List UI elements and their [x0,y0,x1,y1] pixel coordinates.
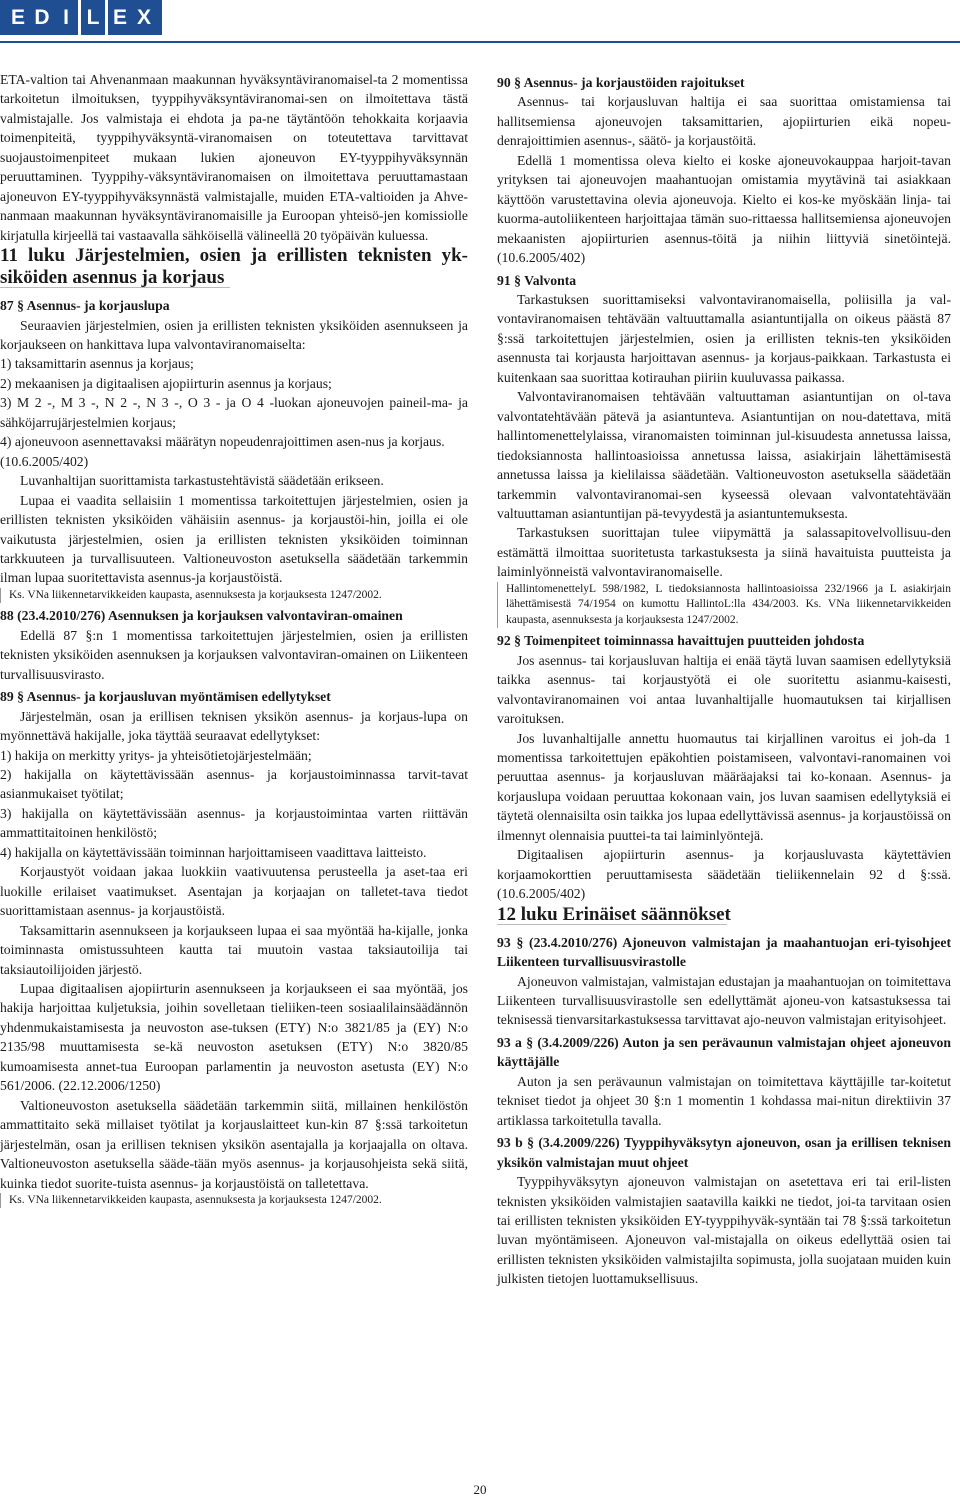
right-column [497,70,951,1289]
section-heading: 88 (23.4.2010/276) Asennuksen ja korjauksen valvontaviran-omainen [0,608,403,624]
section-heading: 90 § Asennus- ja korjaustöiden rajoitukset [497,75,745,90]
paragraph: Asennus- tai korjausluvan haltija ei saa suorittaa omistamiensa tai hallitsemiensa ajoneuvojen taksamittarien, ajopiirturien eikä nopeu-denrajoittimien asennus-, säätö- ja korjaustöitä. [497,94,951,149]
paragraph: Lupaa ei vaadita sellaisiin 1 momentissa tarkoitettujen järjestelmien, osien ja erillisten teknisten yksiköiden vähäisiin asennus- ja korjaustöi-hin, joilla ei ole vaikutusta järjestelmien, osien ja erillisten teknisten yksiköiden toiminnan tarkkuuteen ja turvallisuuteen. Valtioneuvoston asetuksella säädetään tarkemmin ilman lupaa suoritettavista asennus-ja korjaustöistä. [0,492,468,586]
paragraph: Seuraavien järjestelmien, osien ja erillisten teknisten yksiköiden asennukseen ja korjaukseen on hankittava lupa valvontaviranomaiselta: [0,317,468,352]
chapter-heading: 12 luku Erinäiset säännökset [497,903,731,925]
paragraph: Valtioneuvoston asetuksella säädetään tarkemmin siitä, millainen henkilöstön ammattitaito sekä millaiset työtilat ja korjauslaitteet kun-kin 87 §:ssä tarkoitetun järjestelmän, osan ja erillisen teknisen yksikön asentajalla ja korjaajalla on oltava. Valtioneuvoston asetuksella sääde-tään myös asennus- ja korjausohjeista sekä siitä, kuinka tiedot suorite-tuista asennus- ja korjaustöistä on talletettava. [0,1097,468,1191]
paragraph: Luvanhaltijan suorittamista tarkastustehtävistä säädetään erikseen. [20,473,384,489]
paragraph: 3) M 2 -, M 3 -, N 2 -, N 3 -, O 3 - ja O 4 -luokan ajoneuvojen paineil-ma- ja sähköjarrujärjestelmien korjaus; [0,395,468,430]
chapter-heading: 11 luku Järjestelmien, osien ja erillisten teknisten yk-siköiden asennus ja korjaus [0,245,468,289]
paragraph: Auton ja sen perävaunun valmistajan on toimitettava käyttäjille tar-koitetut tekniset tiedot ja ohjeet 30 §:n 1 momentin 1 kohdassa mai-nitun direktiivin 37 artiklassa tarkoitetulla tavalla. [497,1073,951,1128]
paragraph: ETA-valtion tai Ahvenanmaan maakunnan hyväksyntäviranomaisel-ta 2 momentissa tarkoitetun ilmoituksen, tyyppihyväksyntäviranomai-sen on ilmoitettava tästä valmistajalle. Jos valmistaja ei ehdota ja pa-ne täytäntöön tehokkaita korjaavia toimenpiteitä, tyyppihyväksyntä-viranomaisen on toteutettava tarvittavat suojaustoimenpiteet mukaan lukien ajoneuvon EY-tyyppihyväksynnän peruuttaminen. Tyyppihy-väksyntäviranomaisen on ilmoitettava peruuttamastaan ajoneuvon EY-tyyppihyväksynnästä valmistajalle, muiden ETA-valtioiden ja Ahve-nanmaan maakunnan hyväksyntäviranomaisille ja Euroopan yhteisö-jen komissiolle kirjatulla kirjeellä tai vastaavalla sähköisellä välineellä 20 työpäivän kuluessa. [0,72,468,243]
logo-letter: E [10,5,25,29]
paragraph: Lupaa digitaalisen ajopiirturin asennukseen ja korjaukseen ei saa myöntää, jos hakija harjoittaa kuljetuksia, joihin sovelletaan tieliiken-teen sosiaalilainsäädännön yhdenmukaistamisesta ja neuvoston ase-tuksen (ETY) N:o 3821/85 ja (EY) N:o 2135/98 muuttamisesta se-kä neuvoston asetuksen (ETY) N:o 3820/85 kumoamisesta annet-tua Euroopan parlamentin ja neuvoston asetusta (EY) N:o 561/2006. (22.12.2006/1250) [0,980,468,1094]
paragraph: Taksamittarin asennukseen ja korjaukseen lupaa ei saa myöntää ha-kijalle, jonka toiminnasta omistussuhteen kautta tai muutoin vastaa taksiautoilija tai taksiautoilijoiden järjestö. [0,922,468,977]
logo-letter: L [86,5,100,29]
section-heading: 92 § Toimenpiteet toiminnassa havaittujen puutteiden johdosta [497,633,865,649]
header-rule [0,41,960,43]
reference-note: HallintomenettelyL 598/1982, L tiedoksiannosta hallintoasioissa 232/1966 ja L asiakirjain lähettämisestä 74/1954 on kumottu HallintoL:lla 434/2003. Ks. VNa liikennetarvikkeiden kaupasta, asennuksesta ja korjauksesta 1247/2002. [497,582,951,629]
paragraph: Digitaalisen ajopiirturin asennus- ja korjausluvasta käytettävien korjaamokorttien peruuttamisesta säädetään tieliikennelain 92 d §:ssä. (10.6.2005/402) [497,847,951,902]
section-heading: 93 a § (3.4.2009/226) Auton ja sen perävaunun valmistajan ohjeet ajoneuvon käyttäjälle [497,1034,951,1070]
paragraph: 4) hakijalla on käytettävissään toiminnan harjoittamiseen vaadittava laitteisto. [0,844,427,860]
paragraph: 4) ajoneuvoon asennettavaksi määrätyn nopeudenrajoittimen asen-nus ja korjaus. [0,434,445,450]
paragraph: 1) hakija on merkitty yritys- ja yhteisötietojärjestelmään; [0,747,312,763]
logo-pad [156,0,162,35]
paragraph: Korjaustyöt voidaan jakaa luokkiin vaativuutensa perusteella ja aset-taa eri luokille erilaiset vaatimukset. Asentajan ja korjaajan on talletet-tava tiedot suorittamistaan asennus- ja korjaustöistä. [0,864,468,919]
section-heading: 93 § (23.4.2010/276) Ajoneuvon valmistajan ja maahantuojan eri-tyisohjeet Liikenteen turvallisuusvirastolle [497,934,951,970]
paragraph: Tarkastuksen suorittamiseksi valvontaviranomaisella, poliisilla ja val-vontaviranomaisen tehtävään valtuuttamalla asiantuntijalla on oikeus päästä 87 §:ssä tarkoitettujen järjestelmien, osien ja erillisten teknis-ten yksiköiden asennusta tai korjausta harjoittavan asennus- ja korjaus-paikkaan. Tarkastusta ei kuitenkaan saa suorittaa kotirauhan piiriin kuuluvassa paikassa. [497,291,951,385]
paragraph: 3) hakijalla on käytettävissään asennus- ja korjaustoimintaa varten riittävän ammattitaitoinen henkilöstö; [0,805,468,841]
paragraph: 2) mekaanisen ja digitaalisen ajopiirturin asennus ja korjaus; [0,375,332,391]
logo-letter: I [63,5,69,29]
section-heading: 91 § Valvonta [497,272,577,288]
paragraph: 1) taksamittarin asennus ja korjaus; [0,356,194,372]
section-heading: 87 § Asennus- ja korjauslupa [0,298,170,314]
left-column [0,70,468,1208]
paragraph: Valvontaviranomaisen tehtävään valtuuttaman asiantuntijan on ol-tava valvontatehtävään pätevä ja asiantunteva. Asiantuntijan on nou-datettava, mitä hallintomenettelylaissa, viranomaisten toiminnan jul-kisuudesta annetussa laissa, tiedoksiannosta hallintoasioissa annetussa laissa, asiakirjain lähettämisestä annetussa laissa ja kielilaissa säädetään. Valtioneuvoston asetuksella säädetään tarkemmin valvontaviranomai-sen kyseessä olevaan valvontatehtävään valtuuttaman asiantuntijan pä-tevyydestä ja asiantuntemuksesta. [497,389,951,521]
paragraph: Jos luvanhaltijalle annettu huomautus tai kirjallinen varoitus ei joh-da 1 momentissa tarkoitettujen epäkohtien poistamiseen, valvontavi-ranomainen voi peruuttaa asennus- ja korjausluvan määräajaksi tai ko-konaan. Asennus- ja korjauslupa voidaan peruuttaa kokonaan vain, jos luvan saamisen edellytyksiä ei täytetä olennaisilta osin taikka jos lupaa edellyttävissä asennus- ja korjaustöissä on ilmennyt olennaisia puuttei-ta tai laiminlyöntejä. [497,730,951,843]
paragraph: Edellä 87 §:n 1 momentissa tarkoitettujen järjestelmien, osien ja erillisten teknisten yksiköiden asennuksen ja korjauksen valvontaviran-omainen on Liikenteen turvallisuusvirasto. [0,627,468,682]
paragraph: Tyyppihyväksytyn ajoneuvon valmistajan on asetettava eri tai eril-listen teknisten yksiköiden valmistajien saatavilla kaikki ne tiedot, joi-ta tarvitaan osien tai erillisten teknisten yksiköiden EY-tyyppihyväk-syntään tai 78 §:ssä tarkoitetun luvan myöntämiseen. Ajoneuvon val-mistajalla on oikeus edellyttää osien tai erillisten teknisten yksiköiden valmistajilta sopimusta, jolla suojataan muiden kuin julkisten tietojen luottamuksellisuus. [497,1174,951,1287]
section-heading: 89 § Asennus- ja korjausluvan myöntämisen edellytykset [0,689,331,705]
reference-note: Ks. VNa liikennetarvikkeiden kaupasta, asennuksesta ja korjauksesta 1247/2002. [0,1193,468,1209]
paragraph: Ajoneuvon valmistajan, valmistajan edustajan ja maahantuojan on toimitettava Liikenteen turvallisuusvirastolle sen edellyttämät ajoneu-von katsastuksessa tai teknisessä tienvarsitarkastuksessa tarvittavat ajo-neuvon valmistajan erityisohjeet. [497,973,951,1028]
section-heading: 93 b § (3.4.2009/226) Tyyppihyväksytyn ajoneuvon, osan ja erillisen teknisen yksikön valmistajan muut ohjeet [497,1135,951,1170]
page-number: 20 [473,1482,487,1497]
reference-note: Ks. VNa liikennetarvikkeiden kaupasta, asennuksesta ja korjauksesta 1247/2002. [0,588,468,604]
logo-letter: X [136,5,151,29]
paragraph: (10.6.2005/402) [0,453,89,469]
paragraph: Järjestelmän, osan ja erillisen teknisen yksikön asennus- ja korjaus-lupa on myönnettävä hakijalle, joka täyttää seuraavat edellytykset: [0,708,468,744]
edilex-logo [0,0,162,35]
logo-letter: D [34,5,50,29]
paragraph: 2) hakijalla on käytettävissään asennus- ja korjaustoiminnassa tarvit-tavat asianmukaiset työtilat; [0,767,468,802]
paragraph: Tarkastuksen suorittajan tulee viipymättä ja salassapitovelvollisuu-den estämättä ilmoittaa suoritetusta tarkastuksesta ja siinä havaituista puutteista ja laiminlyönneistä valvontaviranomaiselle. [497,525,951,580]
paragraph: Jos asennus- tai korjausluvan haltija ei enää täytä luvan saamisen edellytyksiä taikka asennus- tai korjaustyötä ei ole suoritettu asianmu-kaisesti, valvontaviranomainen voi antaa luvanhaltijalle huomautuksen tai kirjallisen varoituksen. [497,652,951,727]
paragraph: Edellä 1 momentissa oleva kielto ei koske ajoneuvokauppaa harjoit-tavan yrityksen tai ajoneuvojen maahantuojan omistamia myytävinä tai asiakkaan käyttöön varustettavina olevia ajoneuvoja. Kielto ei kos-ke myöskään linja- tai kuorma-autoliikenteen harjoittajaa tämän suo-rittaessa hallitsemiensa ajoneuvojen mekaanisten ajopiirturien asennus-töitä ja niihin liittyviä sinetöintejä. (10.6.2005/402) [497,152,951,266]
logo-letter: E [112,5,127,29]
